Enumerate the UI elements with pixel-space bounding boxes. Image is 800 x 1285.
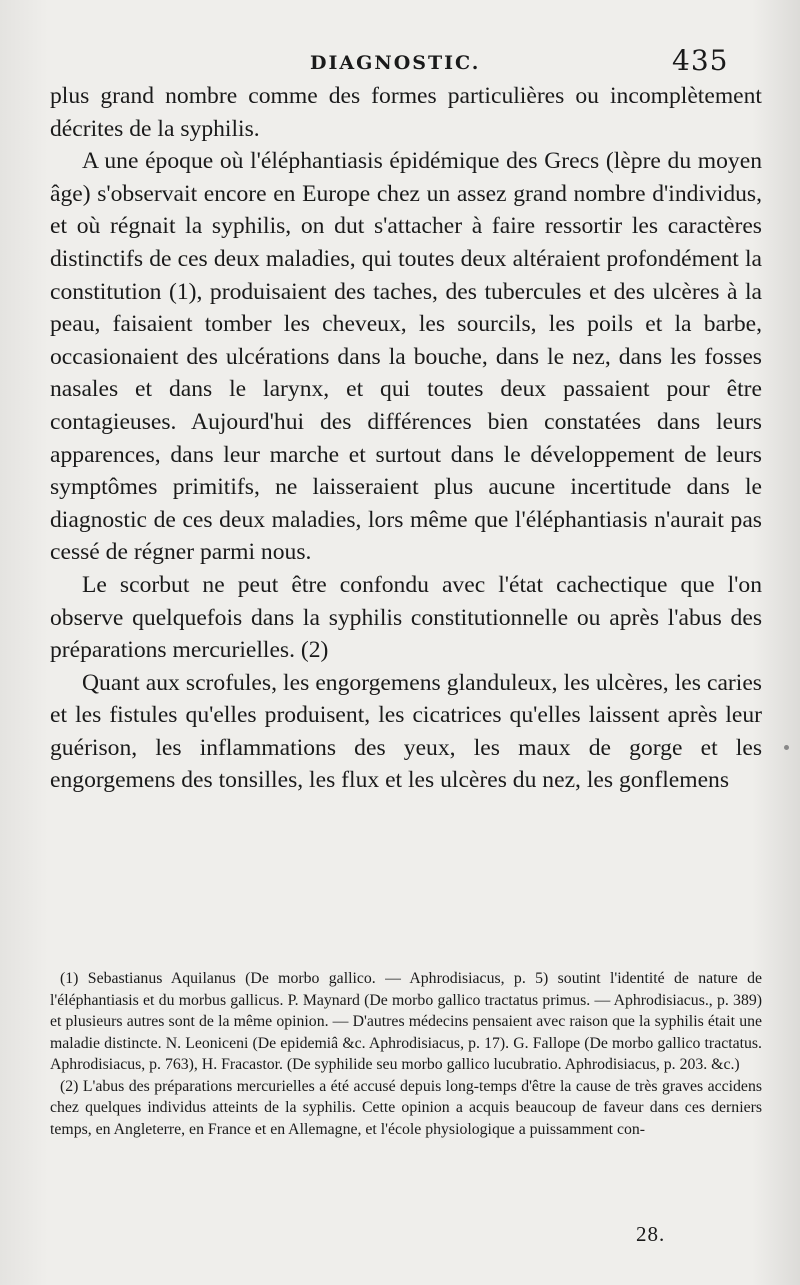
paragraph: A une époque où l'éléphantiasis épidémique des Grecs (lèpre du moyen âge) s'observait encore en Europe chez un assez grand nombre d'individus, et où régnait la syphilis, on dut s'attacher à faire ressortir les caractères distinctifs de ces deux maladies, qui toutes deux altéraient profondément la constitution (1), produisaient des taches, des tubercules et des ulcères à la peau, faisaient tomber les cheveux, les sourcils, les poils et la barbe, occasionaient des ulcérations dans la bouche, dans le nez, dans les fosses nasales et dans le larynx, et qui toutes deux passaient pour être contagieuses. Aujourd'hui des différences bien constatées dans leurs apparences, dans leur marche et surtout dans le développement de leurs symptômes primitifs, ne laisseraient plus aucune incertitude dans le diagnostic de ces deux maladies, lors même que l'éléphantiasis n'aurait pas cessé de régner parmi nous. (50, 148, 762, 566)
paragraph: Le scorbut ne peut être confondu avec l'état cachectique que l'on observe quelquefois dans la syphilis constitutionnelle ou après l'abus des préparations mercurielles. (2) (50, 571, 762, 664)
page-number: 435 (672, 44, 729, 77)
paragraph: plus grand nombre comme des formes particulières ou incomplètement décrites de la syphilis. (50, 83, 762, 142)
footnote-1: (1) Sebastianus Aquilanus (De morbo gallico. — Aphrodisiacus, p. 5) soutint l'identité de nature de l'éléphantiasis et du morbus gallicus. P. Maynard (De morbo gallico tractatus primus. — Aphrodisiacus., p. 389) et plusieurs autres sont de la même opinion. — D'autres médecins pensaient avec raison que la syphilis était une maladie distincte. N. Leoniceni (De epidemiâ &c. Aphrodisiacus, p. 17). G. Fallope (De morbo gallico tractatus. Aphrodisiacus, p. 763), H. Fracastor. (De syphilide seu morbo gallico lucubratio. Aphrodisiacus, p. 203. &c.) (50, 970, 762, 1073)
footnotes (50, 968, 762, 1140)
paragraph: Quant aux scrofules, les engorgemens glanduleux, les ulcères, les caries et les fistules qu'elles produisent, les cicatrices qu'elles laissent après leur guérison, les inflammations des yeux, les maux de gorge et les engorgemens des tonsilles, les flux et les ulcères du nez, les gonflemens (50, 669, 762, 794)
main-text (50, 80, 762, 797)
footnote-2: (2) L'abus des préparations mercurielles a été accusé depuis long-temps d'être la cause de très graves accidens chez quelques individus atteints de la syphilis. Cette opinion a acquis beaucoup de faveur dans ces derniers temps, en Angleterre, en France et en Allemagne, et l'école physiologique a puissamment con- (50, 1077, 762, 1138)
running-title: DIAGNOSTIC. (310, 52, 481, 74)
page-header (0, 44, 800, 84)
signature-mark: 28. (636, 1222, 666, 1246)
paper-spot (784, 745, 789, 750)
